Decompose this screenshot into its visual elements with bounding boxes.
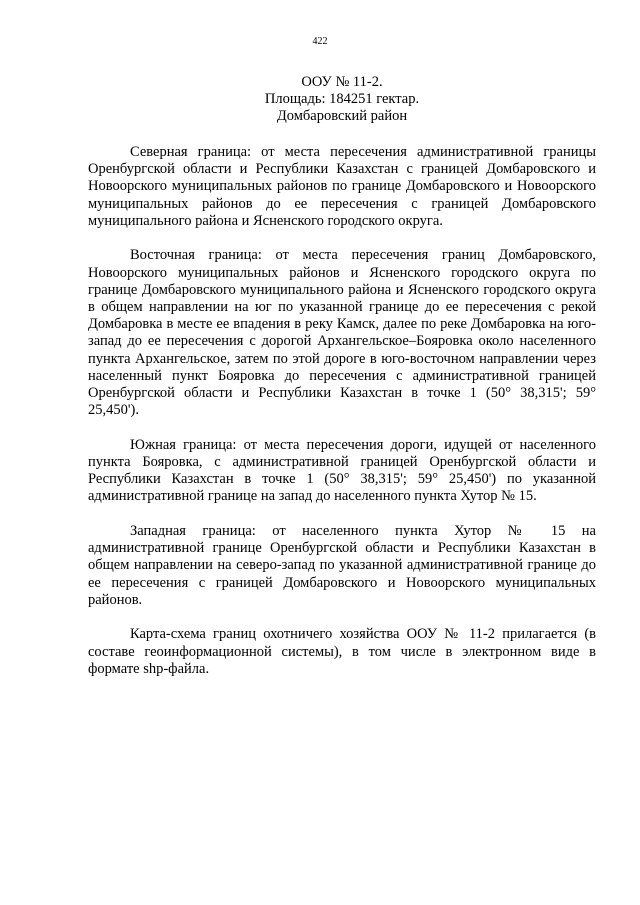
- page-number: 422: [312, 36, 328, 47]
- paragraph-west-border: Западная граница: от населенного пункта Хутор № 15 на административной границе Оренбургской области и Республики Казахстан в общем направлении на северо-запад по указанной административной границе до ее пересечения с границей Домбаровского и Новоорского муниципальных районов.: [88, 523, 596, 608]
- paragraph-east-border: Восточная граница: от места пересечения границ Домбаровского, Новоорского муниципальных районов и Ясненского городского округа по границе Домбаровского муниципального района и Ясненского городского округа в общем направлении на юг по указанной границе до ее пересечения с рекой Домбаровка в месте ее впадения в реку Камск, далее по реке Домбаровка на юго-запад до ее пересечения с дорогой Архангельское–Бояровка около населенного пункта Архангельское, затем по этой дороге в юго-восточном направлении через населенный пункт Бояровка до пересечения с административной границей Оренбургской области и Республики Казахстан в точке 1 (50° 38,315'; 59° 25,450').: [88, 247, 596, 419]
- paragraph-map-note: Карта-схема границ охотничего хозяйства ООУ № 11-2 прилагается (в составе геоинформационной системы), в том числе в электронном виде в формате shp-файла.: [88, 626, 596, 677]
- header-area-size: Площадь: 184251 гектар.: [264, 91, 420, 107]
- header-area-code: ООУ № 11-2.: [301, 74, 383, 90]
- document-header: [88, 74, 596, 125]
- paragraph-north-border: Северная граница: от места пересечения административной границы Оренбургской области и Республики Казахстан с границей Домбаровского и Новоорского муниципальных районов по границе Домбаровского и Новоорского муниципальных районов до ее пересечения с границей Домбаровского муниципального района и Ясненского городского округа.: [88, 144, 596, 229]
- paragraph-south-border: Южная граница: от места пересечения дороги, идущей от населенного пункта Бояровка, с административной границей Оренбургской области и Республики Казахстан в точке 1 (50° 38,315'; 59° 25,450') по указанной административной границе на запад до населенного пункта Хутор № 15.: [88, 436, 596, 505]
- document-body: [88, 144, 596, 678]
- header-district: Домбаровский район: [276, 108, 408, 124]
